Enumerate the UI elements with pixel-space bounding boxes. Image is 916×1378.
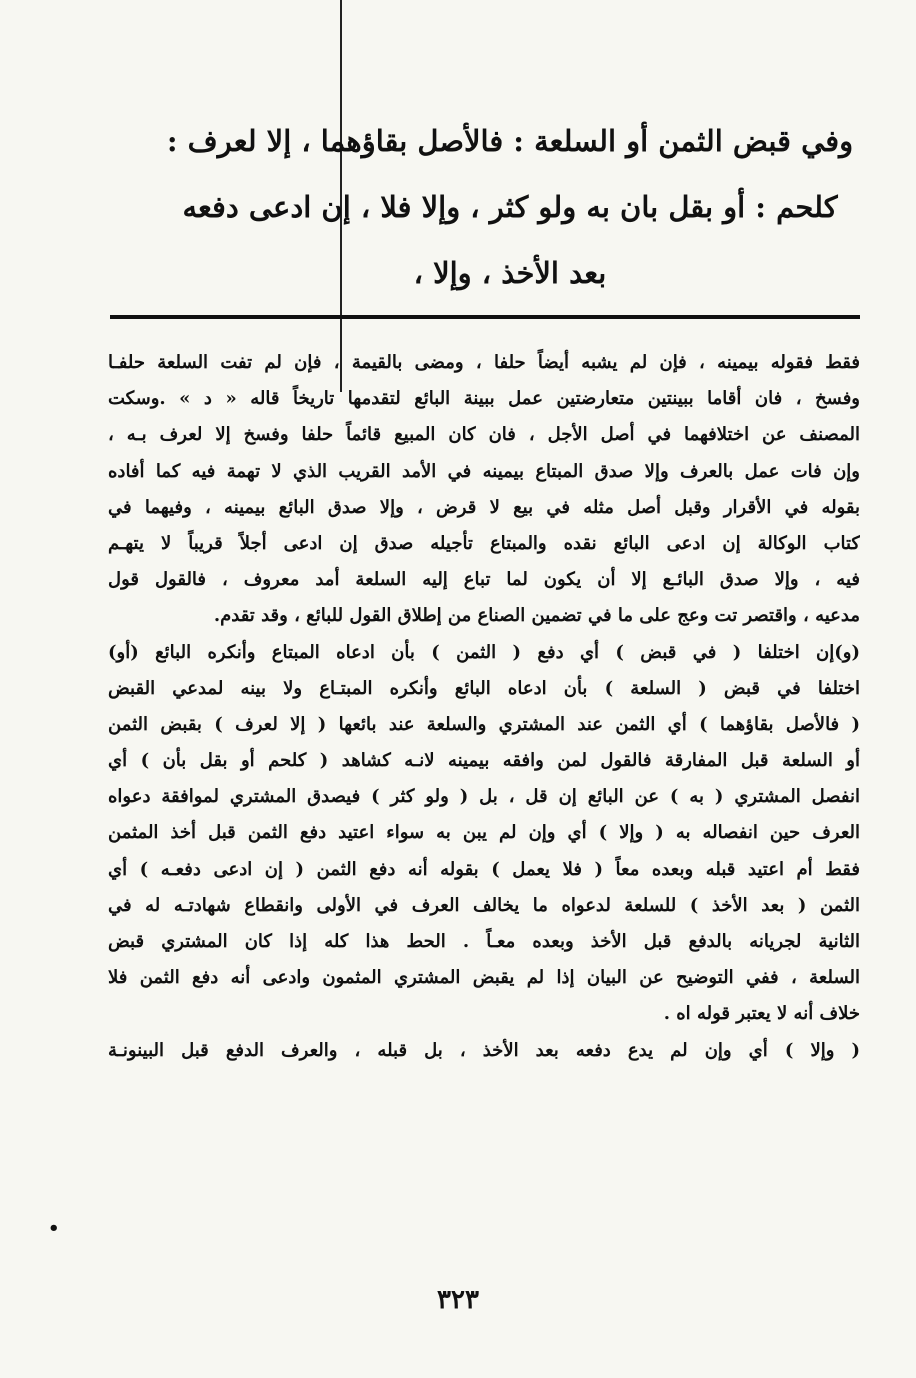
sharh-line: (و)إن اختلفا ( في قبض ) أي دفع ( الثمن ) بأن ادعاه المبتاع وأنكره البائع (أو) — [108, 641, 860, 663]
sharh-line: وإن فات عمل بالعرف وإلا صدق المبتاع بيمينه في الأمد القريب الذي لا تهمة فيه كما أفاده — [108, 460, 860, 482]
sharh-line: الثانية لجريانه بالدفع قبل الأخذ وبعده معـاً . الحط هذا كله إذا كان المشتري قبض — [108, 931, 860, 952]
sharh-line: أو السلعة قبل المفارقة فالقول لمن وافقه بيمينه لانـه كشاهد ( كلحم أو بقل بأن ) أي — [108, 750, 860, 772]
sharh-line: الثمن ( بعد الأخذ ) للسلعة لدعواه ما يخالف العرف في الأولى وانقطاع شهادتـه له في — [108, 894, 860, 916]
sharh-line: اختلفا في قبض ( السلعة ) بأن ادعاه البائع وأنكره المبتـاع ولا بينه لمدعي القبض — [108, 677, 860, 699]
matn-text-block — [150, 108, 870, 306]
sharh-line: كتاب الوكالة إن ادعى البائع نقده والمبتاع تأجيله صدق إن ادعى أجلاً قريباً لا يتهـم — [108, 532, 860, 554]
sharh-line: وفسخ ، فان أقاما ببينتين متعارضتين عمل ببينة البائع لتقدمها تاريخاً قاله « د » .وسكت — [108, 388, 860, 410]
matn-line: وفي قبض الثمن أو السلعة : فالأصل بقاؤهما ، إلا لعرف : — [166, 124, 854, 158]
sharh-line: فيه ، وإلا صدق البائـع إلا أن يكون لما تباع إليه السلعة أمد معروف ، فالقول قول — [108, 569, 860, 591]
sharh-text-block — [108, 345, 860, 1069]
matn-line: كلحم : أو بقل بان به ولو كثر ، وإلا فلا ، إن ادعى دفعه — [182, 190, 838, 224]
sharh-line: ( فالأصل بقاؤهما ) أي الثمن عند المشتري والسلعة عند بائعها ( إلا لعرف ) بقبض الثمن — [108, 713, 860, 735]
matn-line: بعد الأخذ ، وإلا ، — [413, 256, 607, 290]
separator-rule — [110, 315, 860, 319]
page-number: ٣٢٣ — [437, 1285, 479, 1315]
sharh-line: انفصل المشتري ( به ) عن البائع إن قل ، بل ( ولو كثر ) فيصدق المشتري لموافقة دعواه — [108, 786, 860, 808]
sharh-line: السلعة ، ففي التوضيح عن البيان إذا لم يقبض المشتري المثمون وادعى أنه دفع الثمن فلا — [108, 967, 860, 989]
sharh-line: خلاف أنه لا يعتبر قوله اه . — [663, 1003, 860, 1025]
sharh-line: ( وإلا ) أي وإن لم يدع دفعه بعد الأخذ ، بل قبله ، والعرف الدفع قبل البينونـة — [108, 1039, 860, 1061]
sharh-line: مدعيه ، واقتصر تت وعج على ما في تضمين الصناع من إطلاق القول للبائع ، وقد تقدم. — [213, 605, 860, 627]
sharh-line: العرف حين انفصاله به ( وإلا ) أي وإن لم يبن به سواء اعتيد دفع الثمن قبل أخذ المثمن — [108, 822, 860, 844]
sharh-line: فقط فقوله بيمينه ، فإن لم يشبه أيضاً حلفا ، ومضى بالقيمة ، فإن لم تفت السلعة حلفـا — [108, 352, 860, 373]
sharh-line: المصنف عن اختلافهما في أصل الأجل ، فان كان المبيع قائماً حلفا وفسخ إلا لعرف بـه ، — [108, 424, 860, 446]
sharh-line: فقط أم اعتيد قبله وبعده معاً ( فلا يعمل ) بقوله أنه دفع الثمن ( إن ادعى دفعـه ) أي — [108, 858, 860, 880]
margin-mark: • — [48, 1218, 60, 1239]
sharh-line: بقوله في الأقرار وقبل أصل مثله في بيع لا قرض ، وإلا صدق البائع بيمينه ، وفيهما في — [108, 496, 860, 518]
